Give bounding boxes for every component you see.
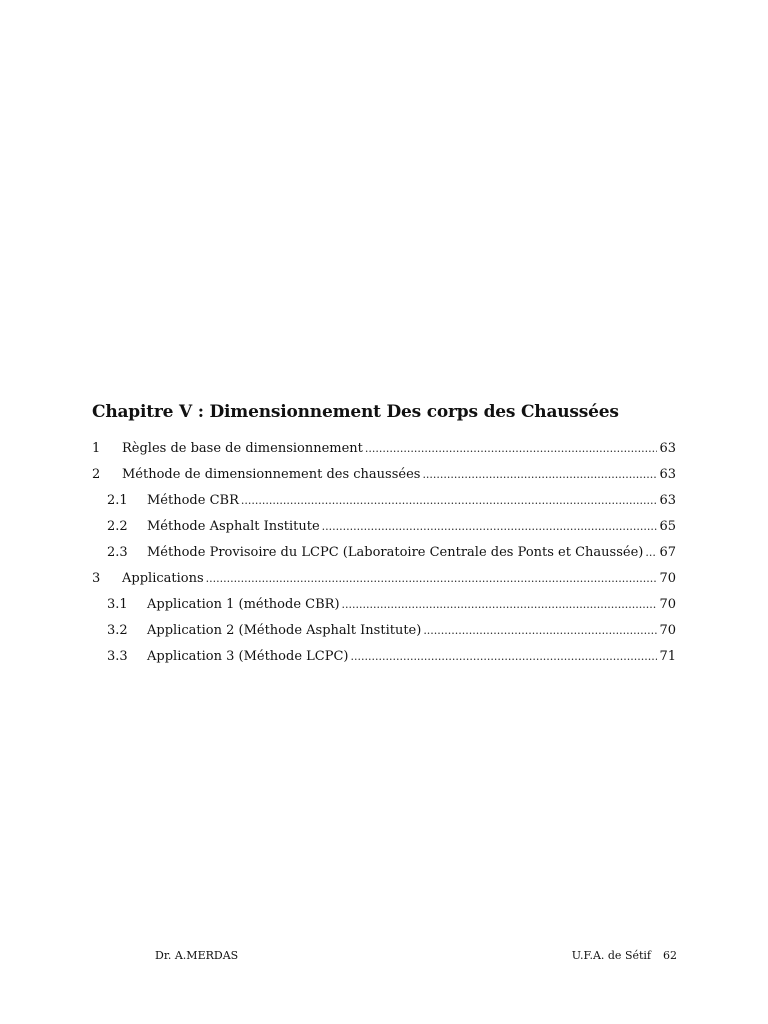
footer-author: Dr. A.MERDAS xyxy=(155,949,239,962)
toc-entry[interactable] xyxy=(92,540,676,566)
toc-entry[interactable] xyxy=(92,618,676,644)
toc-leader-dots xyxy=(351,644,658,670)
toc-entry-page: 65 xyxy=(659,519,676,534)
toc-entry-number: 2.3 xyxy=(107,545,128,560)
toc-leader-dots xyxy=(322,514,658,540)
toc-entry-page: 71 xyxy=(659,649,676,664)
toc-entry[interactable] xyxy=(92,462,676,488)
toc-entry-page: 70 xyxy=(659,623,676,638)
toc-entry-label: Méthode Asphalt Institute xyxy=(147,519,320,534)
table-of-contents xyxy=(92,436,676,670)
toc-leader-dots xyxy=(645,540,657,566)
toc-entry-page: 67 xyxy=(659,545,676,560)
toc-leader-dots xyxy=(206,566,658,592)
toc-entry-label: Applications xyxy=(122,571,204,586)
toc-entry-number: 3 xyxy=(92,571,101,586)
toc-entry-page: 63 xyxy=(659,467,676,482)
toc-entry-number: 2.1 xyxy=(107,493,128,508)
toc-leader-dots xyxy=(423,618,657,644)
toc-entry-label: Application 1 (méthode CBR) xyxy=(147,597,340,612)
toc-entry-page: 63 xyxy=(659,493,676,508)
toc-entry-number: 3.2 xyxy=(107,623,128,638)
toc-entry-label: Application 2 (Méthode Asphalt Institute) xyxy=(147,623,422,638)
toc-entry[interactable] xyxy=(92,488,676,514)
footer-institution: U.F.A. de Sétif xyxy=(571,949,651,962)
toc-leader-dots xyxy=(342,592,658,618)
toc-entry[interactable] xyxy=(92,644,676,670)
toc-entry-page: 70 xyxy=(659,597,676,612)
toc-entry-number: 1 xyxy=(92,441,101,456)
toc-entry[interactable] xyxy=(92,592,676,618)
chapter-title: Chapitre V : Dimensionnement Des corps des Chaussées xyxy=(92,402,619,422)
toc-entry-number: 2.2 xyxy=(107,519,128,534)
toc-entry-page: 63 xyxy=(659,441,676,456)
toc-leader-dots xyxy=(241,488,658,514)
toc-entry-number: 3.3 xyxy=(107,649,128,664)
toc-entry[interactable] xyxy=(92,436,676,462)
footer-page-number: 62 xyxy=(663,949,677,962)
toc-entry[interactable] xyxy=(92,514,676,540)
toc-entry-label: Méthode Provisoire du LCPC (Laboratoire Centrale des Ponts et Chaussée) xyxy=(147,545,644,560)
toc-entry-label: Méthode CBR xyxy=(147,493,239,508)
toc-leader-dots xyxy=(365,436,658,462)
toc-entry-label: Application 3 (Méthode LCPC) xyxy=(147,649,349,664)
toc-leader-dots xyxy=(422,462,657,488)
footer-right xyxy=(572,949,677,962)
toc-entry[interactable] xyxy=(92,566,676,592)
toc-entry-label: Méthode de dimensionnement des chaussées xyxy=(122,467,421,482)
toc-entry-label: Règles de base de dimensionnement xyxy=(122,441,363,456)
toc-entry-page: 70 xyxy=(659,571,676,586)
toc-entry-number: 3.1 xyxy=(107,597,128,612)
toc-entry-number: 2 xyxy=(92,467,101,482)
